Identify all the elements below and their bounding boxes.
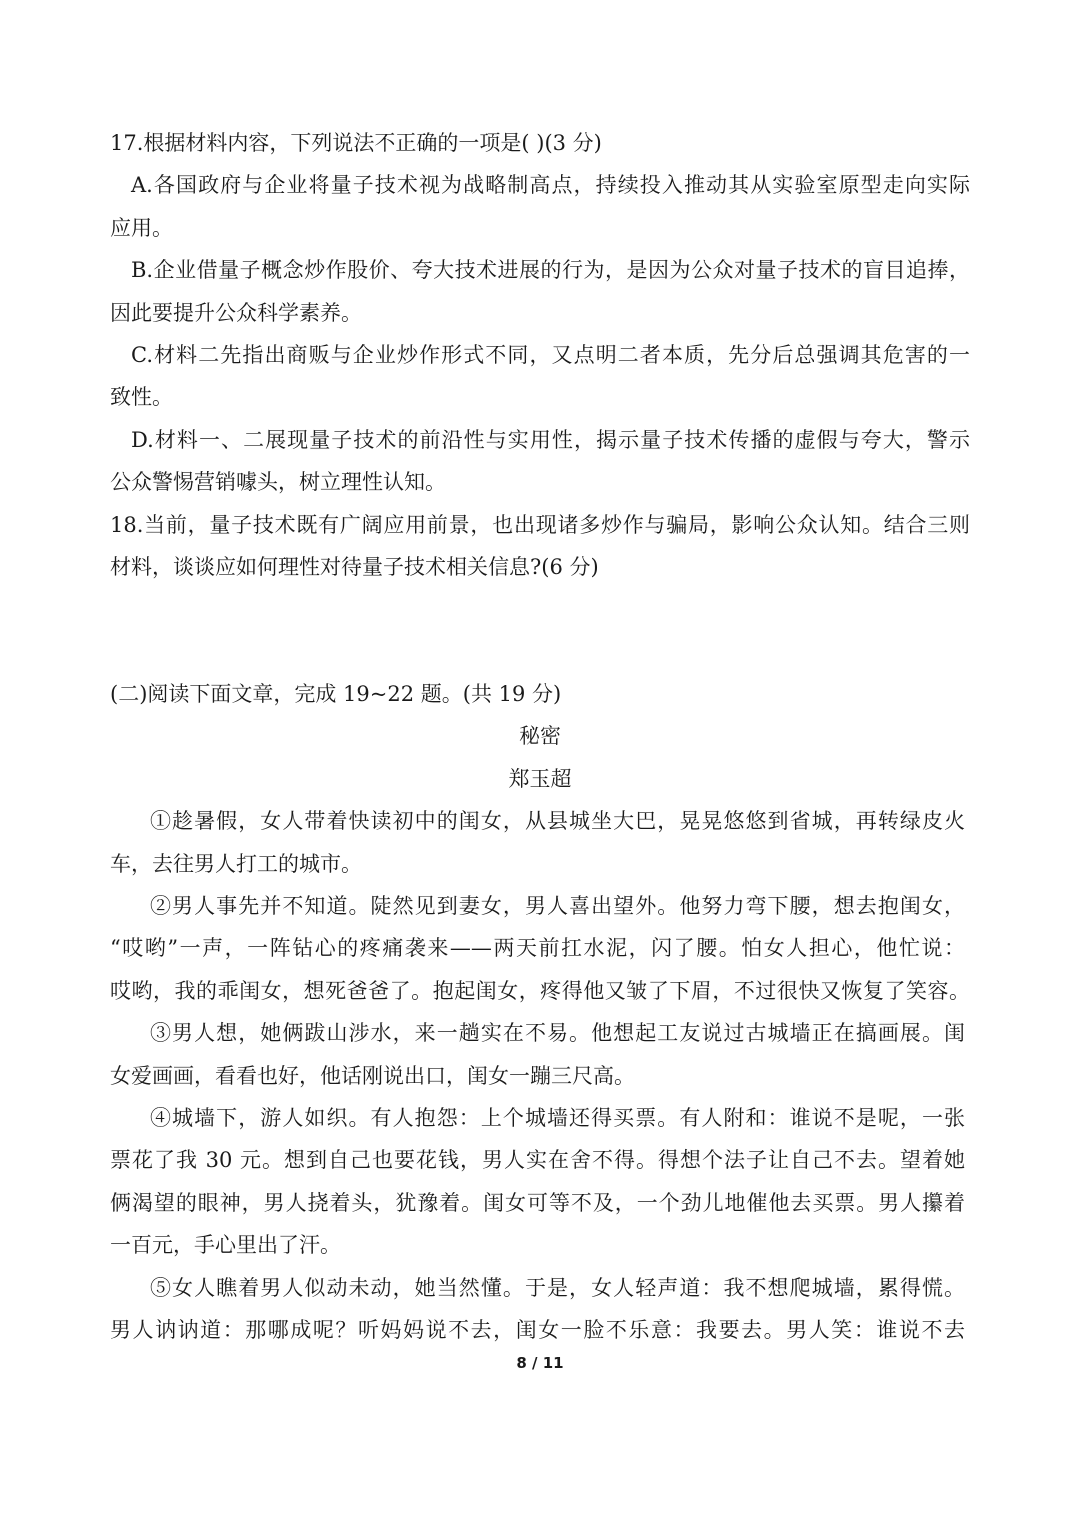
- paragraph-1-line-1: ①趁暑假，女人带着快读初中的闺女，从县城坐大巴，晃晃悠悠到省城，再转绿皮火: [150, 809, 965, 834]
- paragraph-4-line-2: 票花了我 30 元。想到自己也要花钱，男人实在舍不得。得想个法子让自己不去。望着她: [110, 1148, 965, 1173]
- question-18-line-1: 18.当前，量子技术既有广阔应用前景，也出现诸多炒作与骗局，影响公众认知。结合三则: [110, 512, 970, 537]
- question-17-stem: 17.根据材料内容，下列说法不正确的一项是( )(3 分): [110, 131, 602, 155]
- article-title: 秘密: [519, 724, 561, 749]
- option-a-line-1: A.各国政府与企业将量子技术视为战略制高点，持续投入推动其从实验室原型走向实际: [131, 173, 970, 198]
- option-a-line-2: 应用。: [110, 215, 173, 240]
- paragraph-5-line-1: ⑤女人瞧着男人似动未动，她当然懂。于是，女人轻声道：我不想爬城墙，累得慌。: [150, 1275, 965, 1300]
- paragraph-2-line-1: ②男人事先并不知道。陡然见到妻女，男人喜出望外。他努力弯下腰，想去抱闺女，: [150, 894, 965, 919]
- option-c-line-2: 致性。: [110, 385, 173, 410]
- paragraph-2-line-3: 哎哟，我的乖闺女，想死爸爸了。抱起闺女，疼得他又皱了下眉，不过很快又恢复了笑容。: [110, 978, 970, 1003]
- section-heading: (二)阅读下面文章，完成 19~22 题。(共 19 分): [110, 682, 562, 707]
- exam-page-content: [110, 122, 970, 1351]
- option-d-line-1: D.材料一、二展现量子技术的前沿性与实用性，揭示量子技术传播的虚假与夸大，警示: [131, 427, 970, 452]
- paragraph-2-line-2: “哎哟”一声，一阵钻心的疼痛袭来——两天前扛水泥，闪了腰。怕女人担心，他忙说：: [110, 936, 965, 961]
- option-c-line-1: C.材料二先指出商贩与企业炒作形式不同，又点明二者本质，先分后总强调其危害的一: [131, 342, 970, 367]
- article-author: 郑玉超: [508, 766, 572, 791]
- paragraph-4-line-1: ④城墙下，游人如织。有人抱怨：上个城墙还得买票。有人附和：谁说不是呢，一张: [150, 1106, 965, 1130]
- answer-space: [110, 588, 970, 673]
- paragraph-1-line-2: 车，去往男人打工的城市。: [110, 851, 362, 876]
- option-b-line-1: B.企业借量子概念炒作股价、夸大技术进展的行为，是因为公众对量子技术的盲目追捧，: [131, 258, 970, 283]
- option-b-line-2: 因此要提升公众科学素养。: [110, 300, 362, 325]
- paragraph-3-line-2: 女爱画画，看看也好，他话刚说出口，闺女一蹦三尺高。: [110, 1063, 635, 1088]
- page-number: 8 / 11: [516, 1354, 564, 1372]
- paragraph-4-line-4: 一百元，手心里出了汗。: [110, 1233, 341, 1258]
- paragraph-4-line-3: 俩渴望的眼神，男人挠着头，犹豫着。闺女可等不及，一个劲儿地催他去买票。男人攥着: [110, 1190, 965, 1215]
- option-d-line-2: 公众警惕营销噱头，树立理性认知。: [110, 470, 446, 495]
- paragraph-5-line-2: 男人讷讷道：那哪成呢？听妈妈说不去，闺女一脸不乐意：我要去。男人笑：谁说不去: [110, 1317, 965, 1342]
- paragraph-3-line-1: ③男人想，她俩跋山涉水，来一趟实在不易。他想起工友说过古城墙正在搞画展。闺: [150, 1021, 965, 1046]
- question-18-line-2: 材料，谈谈应如何理性对待量子技术相关信息?(6 分): [110, 554, 599, 579]
